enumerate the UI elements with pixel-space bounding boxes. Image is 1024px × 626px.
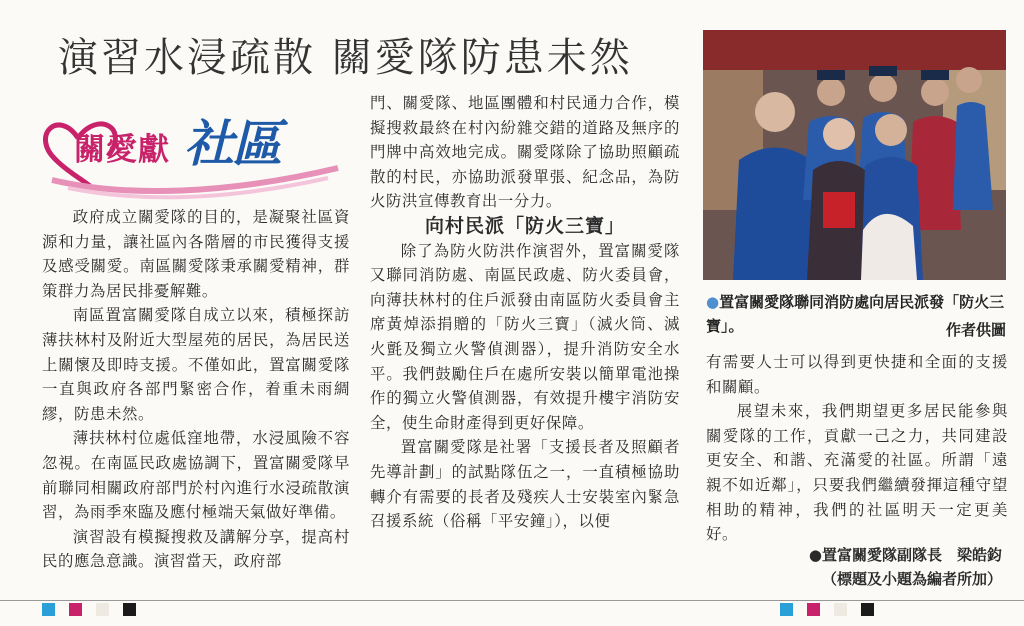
swatch-black [861, 603, 874, 616]
photo-caption [706, 290, 1008, 338]
swatch-magenta [69, 603, 82, 616]
swatch-magenta [807, 603, 820, 616]
logo-prefix: 關愛獻 [74, 132, 170, 168]
logo-suffix: 社區 [184, 114, 280, 173]
signature-block [809, 543, 1002, 591]
paragraph: 政府成立關愛隊的目的，是凝聚社區資源和力量，讓社區內各階層的市民獲得支援及感受關愛。南區關愛隊秉承關愛精神，群策群力為居民排憂解難。 [42, 208, 350, 300]
paragraph: 除了為防火防洪作演習外，置富關愛隊又聯同消防處、南區民政處、防火委員會，向薄扶林村的住戶派發由南區防火委員會主席黃焯添捐贈的「防火三寶」（滅火筒、滅火氈及獨立火警偵測器），提升消防安全水平。我們鼓勵住戶在處所安裝以簡單電池操作的獨立火警偵測器，有效提升樓宇消防安全，使生命財產得到更好保障。 [370, 241, 680, 432]
paragraph: 置富關愛隊是社署「支援長者及照顧者先導計劃」的試點隊伍之一，一直積極協助轉介有需要的長者及殘疾人士安裝室內緊急召援系統（俗稱「平安鐘」），以便 [370, 438, 680, 531]
column-1 [42, 205, 350, 574]
news-photo [703, 30, 1006, 280]
column-3 [706, 350, 1008, 547]
paragraph: 薄扶林村位處低窪地帶，水浸風險不容忽視。在南區民政處協調下，置富關愛隊早前聯同相關政府部門於村內進行水浸疏散演習，為雨季來臨及應付極端天氣做好準備。 [42, 429, 350, 522]
swatch-cyan [780, 603, 793, 616]
swatch-cyan [42, 603, 55, 616]
paragraph: 南區置富關愛隊自成立以來，積極探訪薄扶林村及附近大型屋苑的居民，為居民送上關懷及即時支援。不僅如此，置富關愛隊一直與政府各部門緊密合作，着重未雨綢繆，防患未然。 [42, 306, 350, 423]
paragraph: 演習設有模擬搜救及講解分享，提高村民的應急意識。演習當天，政府部 [42, 527, 350, 571]
swatch-black [123, 603, 136, 616]
color-swatches-left [42, 603, 136, 616]
paragraph-continued: 有需要人士可以得到更快捷和全面的支援和關顧。 [706, 353, 1008, 396]
column-logo [38, 98, 348, 203]
color-swatches-right [780, 603, 874, 616]
swatch-light [834, 603, 847, 616]
caption-text: 置富關愛隊聯同消防處向居民派發「防火三寶」。 [706, 293, 1005, 335]
author-line: ●置富關愛隊副隊長 梁皓鈞 [808, 546, 1002, 564]
column-2 [370, 91, 680, 534]
paragraph-continued: 門、關愛隊、地區團體和村民通力合作，模擬搜救最終在村內紛雜交錯的道路及無序的門牌中高效地完成。關愛隊除了協助照顧疏散的村民，亦協助派發單張、紀念品，為防火防洪宣傳教育出一分力。 [370, 94, 680, 211]
headline: 演習水浸疏散 關愛隊防患未然 [58, 35, 633, 81]
bullet-icon: ● [706, 293, 720, 311]
editor-note: （標題及小題為編者所加） [821, 570, 1002, 588]
paragraph: 展望未來，我們期望更多居民能參與關愛隊的工作，貢獻一己之力，共同建設更安全、和諧、充滿愛的社區。所謂「遠親不如近鄰」，只要我們繼續發揮這種守望相助的精神，我們的社區明天一定更美好。 [706, 402, 1008, 544]
bottom-rule [0, 600, 1024, 601]
swatch-light [96, 603, 109, 616]
group-photo-illustration [703, 30, 1006, 280]
subheading: 向村民派「防火三寶」 [424, 214, 625, 237]
photo-credit: 作者供圖 [945, 321, 1006, 339]
